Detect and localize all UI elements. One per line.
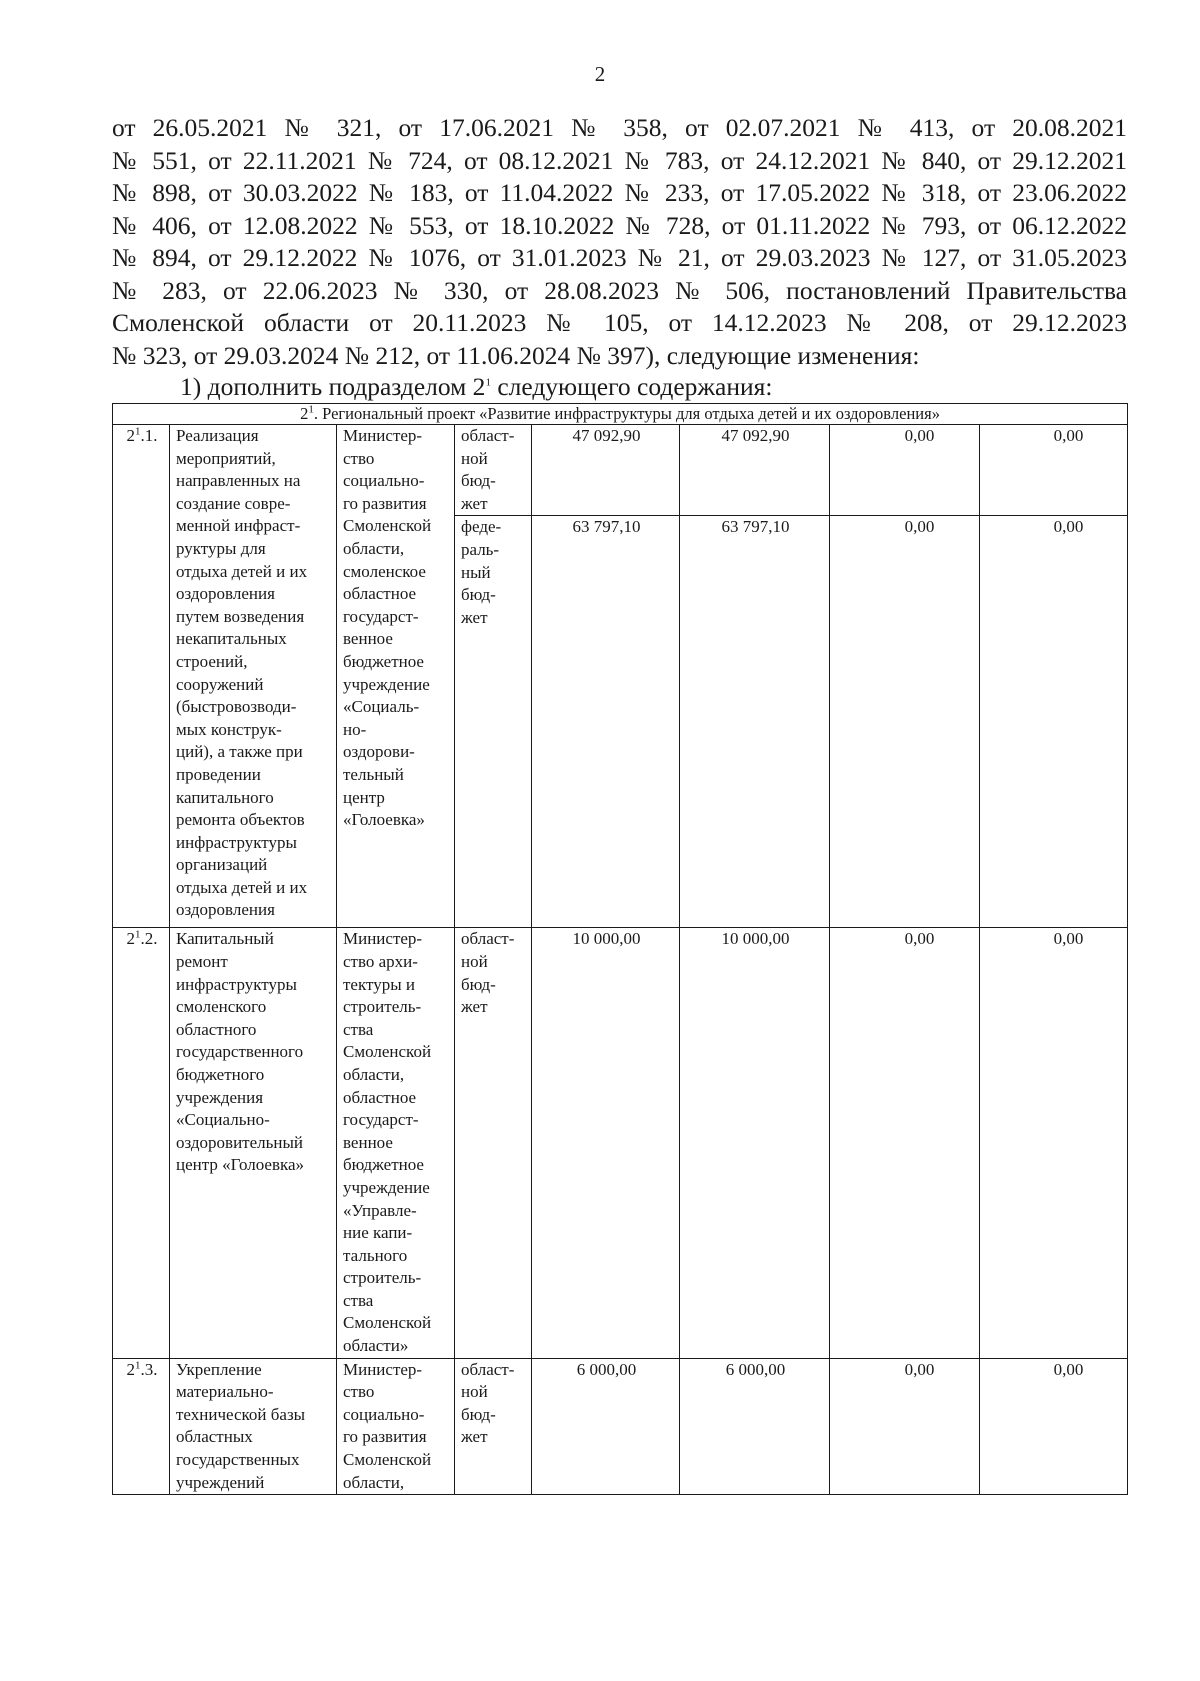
intro-line: № 898, от 30.03.2022 № 183, от 11.04.2022 № 233, от 17.05.2022 № 318, от 23.06.2022 [112, 178, 1127, 207]
budget-table [112, 403, 1128, 1495]
amount-total: 10 000,00 [532, 928, 680, 1358]
amount-year-1: 47 092,90 [680, 425, 830, 516]
intro-paragraph [112, 112, 1127, 372]
intro-line: Смоленской области от 20.11.2023 № 105, от 14.12.2023 № 208, от 29.12.2023 [112, 308, 1127, 337]
funding-source: феде- раль- ный бюд- жет [455, 516, 532, 928]
funding-source: област- ной бюд- жет [455, 425, 532, 516]
executor: Министер- ство архи- тектуры и строитель- ства Смоленской области, областное государст- венное бюджетное учреждение «Управле- ние капи- тального строитель- ства Смоленской области» [337, 928, 455, 1358]
intro-line: от 26.05.2021 № 321, от 17.06.2021 № 358, от 02.07.2021 № 413, от 20.08.2021 [112, 113, 1127, 142]
executor: Министер- ство социально- го развития Смоленской области, [337, 1358, 455, 1495]
amount-year-2: 0,00 [830, 1358, 980, 1495]
intro-line: № 894, от 29.12.2022 № 1076, от 31.01.2023 № 21, от 29.03.2023 № 127, от 31.05.2023 [112, 243, 1127, 272]
amount-year-3: 0,00 [980, 928, 1128, 1358]
row-number: $2^1.3$. [113, 1358, 170, 1495]
subsection-instruction: 1) дополнить подразделом $2^1$ следующего содержания: [180, 372, 773, 401]
table-row [113, 928, 1128, 1358]
executor: Министер- ство социально- го развития Смоленской области, смоленское областное государст- венное бюджетное учреждение «Социаль- но- оздорови- тельный центр «Голоевка» [337, 425, 455, 928]
amount-year-1: 10 000,00 [680, 928, 830, 1358]
amount-year-3: 0,00 [980, 516, 1128, 928]
measure-name: Капитальный ремонт инфраструктуры смоленского областного государственного бюджетного учреждения «Социально- оздоровительный центр «Голоевка» [170, 928, 337, 1358]
funding-source: област- ной бюд- жет [455, 928, 532, 1358]
intro-line: № 323, от 29.03.2024 № 212, от 11.06.2024 № 397), следующие изменения: [112, 340, 920, 370]
measure-name: Реализация мероприятий, направленных на создание совре- менной инфраст- руктуры для отдыха детей и их оздоровления путем возведения некапитальных строений, сооружений (быстровозводи- мых конструк- ций), а также при проведении капитального ремонта объектов инфраструктуры организаций отдыха детей и их оздоровления [170, 425, 337, 928]
row-number: $2^1.1$. [113, 425, 170, 928]
amount-year-3: 0,00 [980, 425, 1128, 516]
amount-total: 47 092,90 [532, 425, 680, 516]
amount-year-2: 0,00 [830, 425, 980, 516]
amount-year-1: 6 000,00 [680, 1358, 830, 1495]
amount-total: 63 797,10 [532, 516, 680, 928]
row-number: $2^1.2$. [113, 928, 170, 1358]
amount-year-1: 63 797,10 [680, 516, 830, 928]
table-row [113, 1358, 1128, 1495]
funding-source: област- ной бюд- жет [455, 1358, 532, 1495]
measure-name: Укрепление материально- технической базы областных государственных учреждений [170, 1358, 337, 1495]
intro-line: № 406, от 12.08.2022 № 553, от 18.10.2022 № 728, от 01.11.2022 № 793, от 06.12.2022 [112, 210, 1127, 240]
intro-line: № 551, от 22.11.2021 № 724, от 08.12.2021 № 783, от 24.12.2021 № 840, от 29.12.2021 [112, 145, 1127, 175]
amount-year-2: 0,00 [830, 928, 980, 1358]
amount-year-2: 0,00 [830, 516, 980, 928]
amount-total: 6 000,00 [532, 1358, 680, 1495]
intro-line: № 283, от 22.06.2023 № 330, от 28.08.2023 № 506, постановлений Правительства [112, 275, 1127, 305]
regional-project-title: $2^1$. Региональный проект «Развитие инфраструктуры для отдыха детей и их оздоровления» [113, 404, 1128, 425]
table-header-row [113, 404, 1128, 425]
page-number: 2 [594, 62, 606, 86]
table-row [113, 425, 1128, 516]
amount-year-3: 0,00 [980, 1358, 1128, 1495]
